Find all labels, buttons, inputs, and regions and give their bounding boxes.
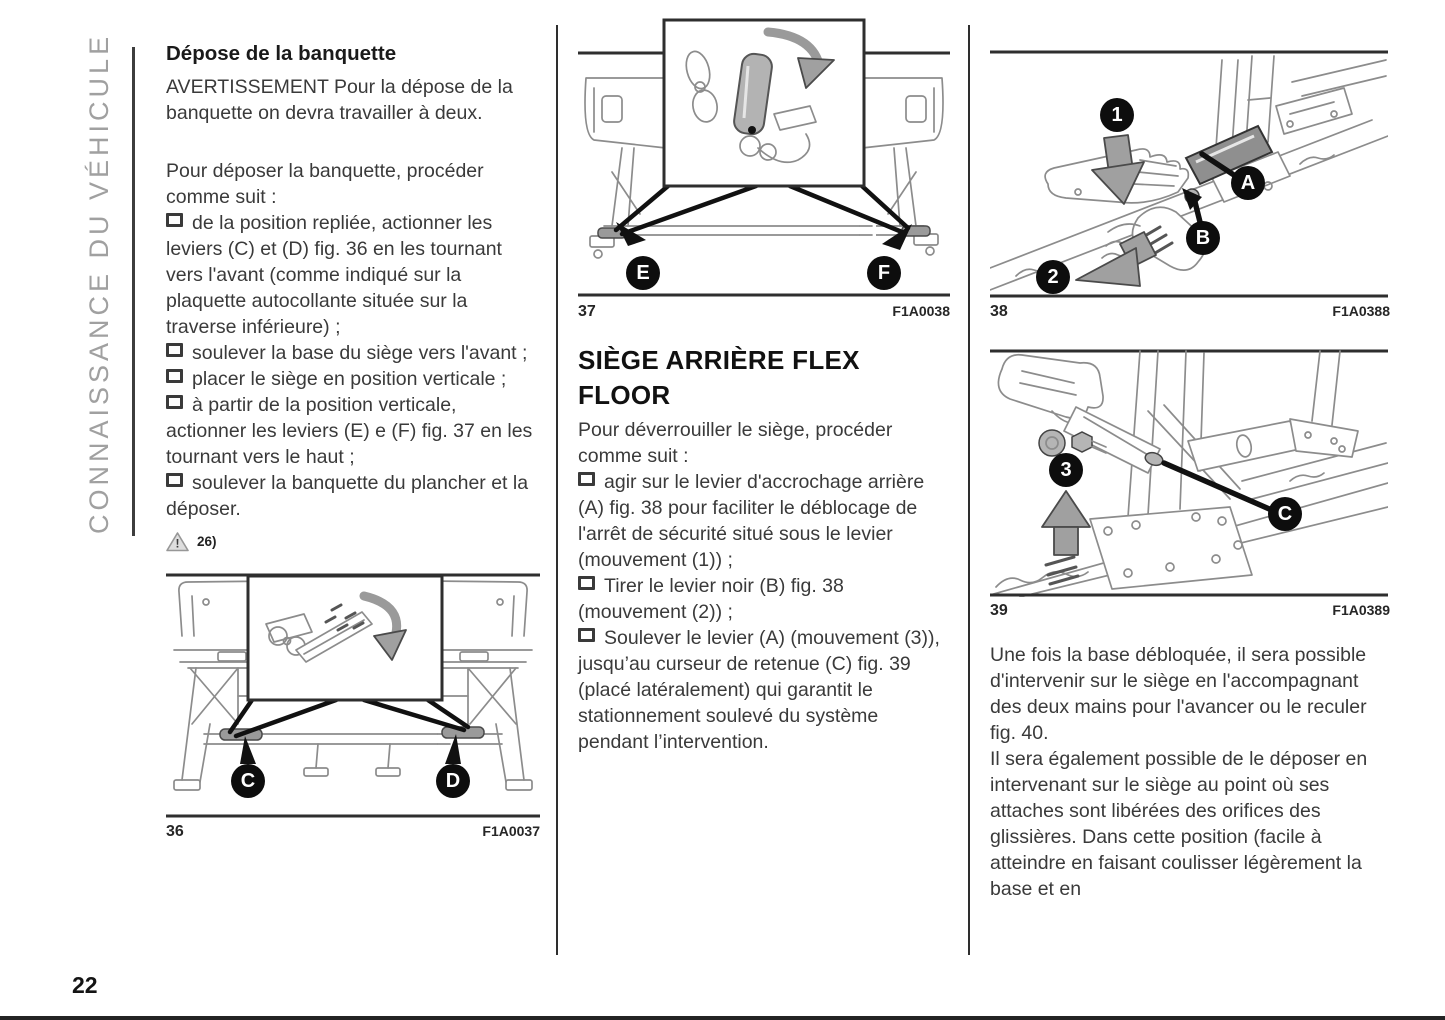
list-item bbox=[166, 340, 540, 366]
figure-39-caption bbox=[990, 597, 1390, 620]
column-divider-right bbox=[968, 25, 970, 955]
figure-39 bbox=[990, 349, 1390, 620]
callout-badge-1: 1 bbox=[1100, 98, 1134, 132]
square-bullet-icon bbox=[166, 473, 183, 487]
figure-code: F1A0388 bbox=[1332, 303, 1390, 319]
figure-number: 37 bbox=[578, 303, 596, 320]
callout-badge-d: D bbox=[436, 764, 470, 798]
figure-36-caption bbox=[166, 818, 540, 841]
list-item bbox=[166, 470, 540, 522]
square-bullet-icon bbox=[166, 343, 183, 357]
callout-badge-c2: C bbox=[1268, 497, 1302, 531]
square-bullet-icon bbox=[166, 213, 183, 227]
figure-37-caption bbox=[578, 298, 950, 321]
list-item bbox=[578, 469, 950, 573]
section-heading-flex-floor: SIÈGE ARRIÈRE FLEX FLOOR bbox=[578, 345, 860, 410]
middle-column bbox=[578, 0, 950, 755]
list-item-text: soulever la base du siège vers l'avant ; bbox=[192, 342, 528, 364]
list-item-text: à partir de la position verticale, actionner les leviers (E) e (F) fig. 37 en les tournant vers le haut ; bbox=[166, 394, 533, 468]
square-bullet-icon bbox=[166, 369, 183, 383]
square-bullet-icon bbox=[578, 576, 595, 590]
closing-paragraph: Une fois la base débloquée, il sera possible d'intervenir sur le siège en l'accompagnant des deux mains pour l'avancer ou le reculer fig. 40. bbox=[990, 644, 1367, 744]
callout-badge-2: 2 bbox=[1036, 260, 1070, 294]
figure-number: 38 bbox=[990, 303, 1008, 320]
sidebar-chapter-title: CONNAISSANCE DU VÉHICULE bbox=[84, 32, 114, 534]
callout-badge-a: A bbox=[1231, 166, 1265, 200]
page-bottom-edge bbox=[0, 1016, 1445, 1020]
sidebar-rule bbox=[132, 47, 135, 536]
svg-text:!: ! bbox=[175, 536, 180, 550]
figure-37-illustration bbox=[578, 14, 950, 298]
figure-number: 36 bbox=[166, 823, 184, 840]
warning-triangle-icon bbox=[166, 531, 189, 552]
note-ref-number: 26) bbox=[197, 533, 217, 549]
list-item-text: Tirer le levier noir (B) fig. 38 (mouvement (2)) ; bbox=[578, 575, 844, 623]
callout-badge-f: F bbox=[867, 256, 901, 290]
callout-badge-b: B bbox=[1186, 221, 1220, 255]
figure-code: F1A0037 bbox=[482, 823, 540, 839]
list-item bbox=[166, 210, 540, 340]
list-item bbox=[166, 392, 540, 470]
figure-36 bbox=[166, 572, 540, 841]
figure-38 bbox=[990, 50, 1390, 321]
square-bullet-icon bbox=[578, 472, 595, 486]
callout-badge-e: E bbox=[626, 256, 660, 290]
callout-badge-3: 3 bbox=[1049, 453, 1083, 487]
figure-37 bbox=[578, 14, 950, 321]
list-item-text: de la position repliée, actionner les leviers (C) et (D) fig. 36 en les tournant vers l'avant (comme indiqué sur la plaquette autocollante située sur la traverse inférieure) ; bbox=[166, 212, 502, 338]
list-item bbox=[166, 366, 540, 392]
list-item-text: soulever la banquette du plancher et la déposer. bbox=[166, 472, 529, 520]
right-column bbox=[990, 0, 1390, 902]
list-item-text: placer le siège en position verticale ; bbox=[192, 368, 507, 390]
column-divider-left bbox=[556, 25, 558, 955]
intro-paragraph: Pour déposer la banquette, procéder comme suit : bbox=[166, 160, 484, 208]
closing-paragraph: Il sera également possible de le déposer en intervenant sur le siège au point où ses attaches sont libérées des orifices des glissières. Dans cette position (facile à atteindre en faisant coulisser légèrement la base et en bbox=[990, 748, 1368, 900]
square-bullet-icon bbox=[166, 395, 183, 409]
section-heading-depose: Dépose de la banquette bbox=[166, 42, 397, 65]
list-item-text: Soulever le levier (A) (mouvement (3)), jusqu’au curseur de retenue (C) fig. 39 (placé latéralement) qui garantit le stationnement soulevé du système pendant l’intervention. bbox=[578, 627, 940, 753]
list-item bbox=[578, 625, 950, 755]
left-column bbox=[166, 40, 540, 841]
figure-38-caption bbox=[990, 298, 1390, 321]
square-bullet-icon bbox=[578, 628, 595, 642]
note-reference-row bbox=[166, 528, 540, 554]
figure-number: 39 bbox=[990, 602, 1008, 619]
list-item-text: agir sur le levier d'accrochage arrière (A) fig. 38 pour faciliter le déblocage de l'arrêt de sécurité situé sous le levier (mouvement (1)) ; bbox=[578, 471, 925, 571]
figure-code: F1A0038 bbox=[892, 303, 950, 319]
list-item bbox=[578, 573, 950, 625]
callout-badge-c: C bbox=[231, 764, 265, 798]
page-number: 22 bbox=[72, 972, 98, 998]
intro-paragraph: Pour déverrouiller le siège, procéder comme suit : bbox=[578, 419, 893, 467]
warning-paragraph: AVERTISSEMENT Pour la dépose de la banquette on devra travailler à deux. bbox=[166, 76, 513, 124]
figure-36-illustration bbox=[166, 572, 540, 818]
figure-code: F1A0389 bbox=[1332, 602, 1390, 618]
